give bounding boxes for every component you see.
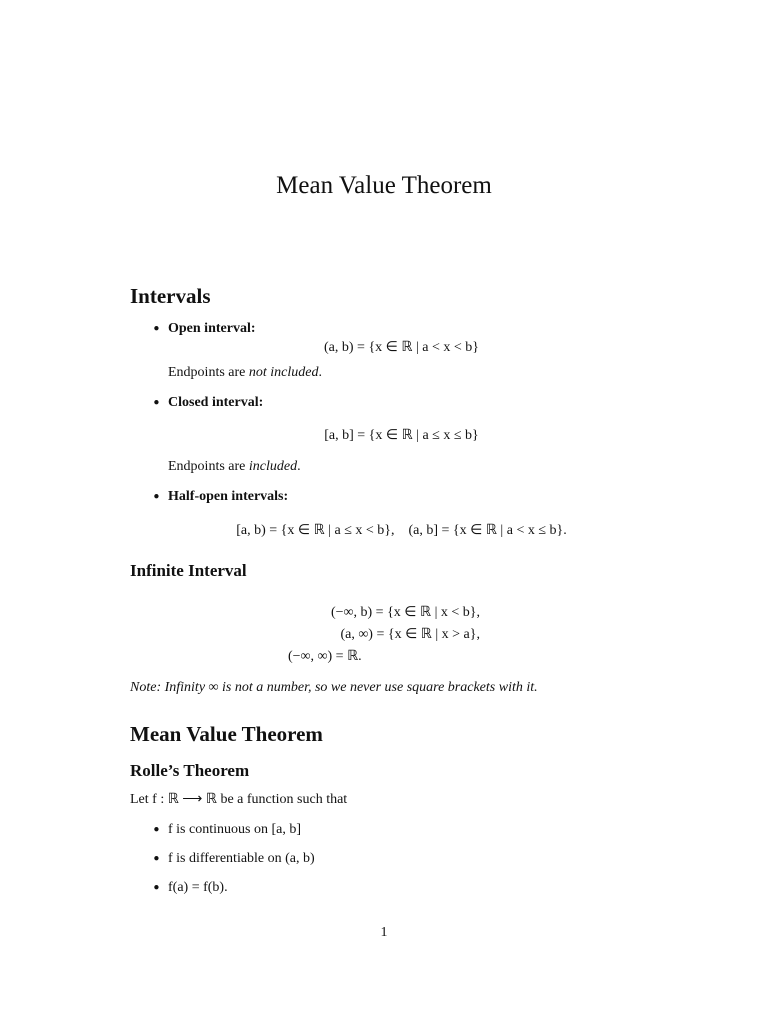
- note-prefix: Endpoints are: [168, 365, 249, 380]
- closed-interval-equation: [a, b] = {x ∈ ℝ | a ≤ x ≤ b}: [324, 428, 479, 443]
- rolle-condition-3: f(a) = f(b).: [168, 880, 228, 895]
- page-number: 1: [380, 925, 388, 940]
- note-emphasis: included: [248, 459, 298, 474]
- open-interval-note: [168, 365, 322, 381]
- bullet-dot: •: [152, 821, 161, 839]
- infinite-line-2: [280, 626, 480, 643]
- page-title: Mean Value Theorem: [276, 172, 492, 199]
- half-open-interval-equation: [a, b) = {x ∈ ℝ | a ≤ x < b}, (a, b] = {x ∈ ℝ | a < x ≤ b}.: [236, 523, 567, 538]
- section-heading-intervals: Intervals: [130, 284, 211, 308]
- bullet-dot: •: [152, 394, 161, 412]
- infinity-note: Note: Infinity ∞ is not a number, so we never use square brackets with it.: [130, 680, 538, 695]
- infinite-equation: (a, ∞) = {x ∈ ℝ | x > a},: [340, 627, 480, 642]
- rolle-intro: Let f : ℝ ⟶ ℝ be a function such that: [130, 792, 348, 807]
- closed-interval-label: Closed interval:: [168, 395, 264, 410]
- section-heading-infinite-interval: Infinite Interval: [130, 561, 247, 580]
- infinite-equation: (−∞, b) = {x ∈ ℝ | x < b},: [330, 605, 480, 620]
- bullet-dot: •: [152, 488, 161, 506]
- note-suffix: .: [297, 459, 301, 474]
- open-interval-equation: (a, b) = {x ∈ ℝ | a < x < b}: [324, 340, 479, 355]
- open-interval-label: Open interval:: [168, 321, 256, 336]
- bullet-dot: •: [152, 850, 161, 868]
- bullet-dot: •: [152, 879, 161, 897]
- note-prefix: Endpoints are: [168, 459, 249, 474]
- section-heading-mean-value-theorem: Mean Value Theorem: [130, 722, 323, 746]
- rolle-condition-1: f is continuous on [a, b]: [168, 822, 301, 837]
- bullet-dot: •: [152, 320, 161, 338]
- closed-interval-note: [168, 459, 301, 475]
- infinite-line-3: (−∞, ∞) = ℝ.: [288, 649, 362, 664]
- note-suffix: .: [318, 365, 322, 380]
- subsection-heading-rolles-theorem: Rolle’s Theorem: [130, 761, 250, 780]
- note-emphasis: not included: [248, 365, 319, 380]
- half-open-interval-label: Half-open intervals:: [168, 489, 289, 504]
- rolle-condition-2: f is differentiable on (a, b): [168, 851, 315, 866]
- infinite-line-1: [280, 604, 480, 621]
